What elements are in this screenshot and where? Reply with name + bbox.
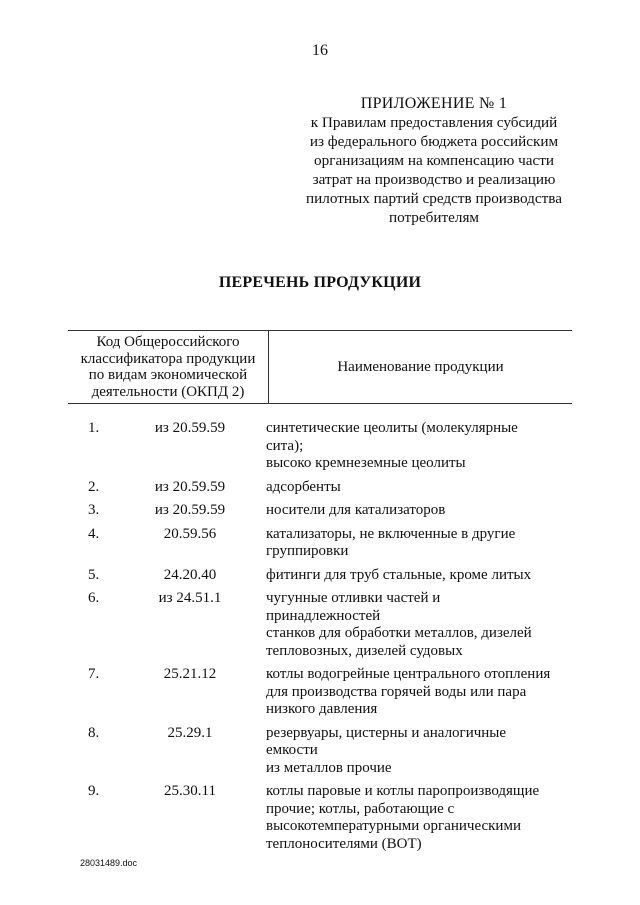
appendix-line: организациям на компенсацию части	[314, 152, 554, 169]
appendix-line: затрат на производство и реализацию	[312, 171, 556, 188]
product-name-line: станков для обработки металлов, дизелей	[266, 625, 532, 641]
product-name-line: адсорбенты	[266, 478, 341, 495]
row-number: 8.	[88, 724, 100, 741]
product-name-line: тепловозных, дизелей судовых	[266, 642, 463, 659]
row-number: 6.	[88, 590, 100, 606]
header-code-column	[68, 334, 268, 400]
okpd-code: из 24.51.1	[158, 590, 222, 606]
product-name	[254, 420, 554, 473]
table-row	[68, 567, 572, 585]
product-name-line: группировки	[266, 543, 349, 559]
okpd-code: из 20.59.59	[154, 478, 226, 495]
table-row	[68, 420, 572, 473]
table-row	[68, 502, 572, 520]
product-name	[254, 666, 554, 719]
table-body	[68, 404, 572, 853]
table-row	[68, 479, 572, 497]
appendix-line: потребителям	[388, 209, 480, 226]
product-name-line: носители для катализаторов	[266, 502, 446, 518]
product-name-line: катализаторы, не включенные в другие	[266, 525, 516, 542]
product-name-line: синтетические цеолиты (молекулярные сита);	[266, 420, 518, 454]
appendix-line: из федерального бюджета российским	[309, 133, 559, 150]
appendix-title: ПРИЛОЖЕНИЕ № 1	[360, 95, 508, 112]
table-row	[68, 590, 572, 660]
header-code-line: по видам экономической	[88, 367, 248, 383]
header-code-line: деятельности (ОКПД 2)	[91, 383, 245, 400]
row-number: 5.	[88, 566, 100, 583]
okpd-code: 20.59.56	[163, 525, 217, 542]
product-name-line: фитинги для труб стальные, кроме литых	[266, 566, 532, 583]
okpd-code: из 20.59.59	[154, 420, 226, 436]
row-number: 1.	[88, 420, 100, 436]
row-number: 4.	[88, 525, 100, 542]
product-name-line: из металлов прочие	[266, 759, 392, 776]
product-name	[254, 526, 554, 561]
table-row	[68, 783, 572, 853]
product-name-line: низкого давления	[266, 701, 378, 717]
row-number: 7.	[88, 666, 100, 682]
okpd-code: 25.21.12	[163, 666, 217, 682]
product-name-line: высокотемпературными органическими	[266, 818, 521, 834]
product-name-line: теплоносителями (ВОТ)	[266, 835, 422, 852]
row-number: 2.	[88, 478, 100, 495]
header-name-column: Наименование продукции	[337, 358, 504, 375]
header-code-line: классификатора продукции	[80, 350, 256, 367]
header-code-line: Код Общероссийского	[96, 334, 240, 350]
file-name: 28031489.doc	[80, 858, 138, 868]
product-name	[254, 502, 554, 520]
product-name-line: резервуары, цистерны и аналогичные емкости	[266, 724, 507, 758]
product-name	[254, 479, 554, 497]
product-name-line: высоко кремнеземные цеолиты	[266, 455, 466, 471]
product-name	[254, 725, 554, 778]
table-row	[68, 725, 572, 778]
appendix-block	[300, 94, 568, 227]
row-number: 3.	[88, 502, 100, 518]
product-name	[254, 567, 554, 585]
okpd-code: 25.30.11	[164, 783, 216, 799]
product-name-line: котлы водогрейные центрального отопления	[266, 666, 551, 682]
product-name-line: чугунные отливки частей и принадлежностей	[266, 590, 441, 624]
document-title: ПЕРЕЧЕНЬ ПРОДУКЦИИ	[218, 274, 422, 291]
appendix-line: к Правилам предоставления субсидий	[310, 114, 558, 131]
table-row	[68, 526, 572, 561]
table-header	[68, 330, 572, 404]
okpd-code: 25.29.1	[167, 724, 213, 741]
okpd-code: из 20.59.59	[154, 502, 226, 518]
table-row	[68, 666, 572, 719]
appendix-line: пилотных партий средств производства	[306, 190, 562, 207]
product-name-line: прочие; котлы, работающие с	[266, 800, 455, 817]
product-name-line: котлы паровые и котлы паропроизводящие	[266, 783, 540, 799]
page-number: 16	[312, 42, 328, 59]
okpd-code: 24.20.40	[163, 566, 217, 583]
product-table	[68, 330, 572, 859]
product-name	[254, 590, 554, 660]
product-name-line: для производства горячей воды или пара	[266, 683, 527, 700]
row-number: 9.	[88, 783, 100, 799]
product-name	[254, 783, 554, 853]
